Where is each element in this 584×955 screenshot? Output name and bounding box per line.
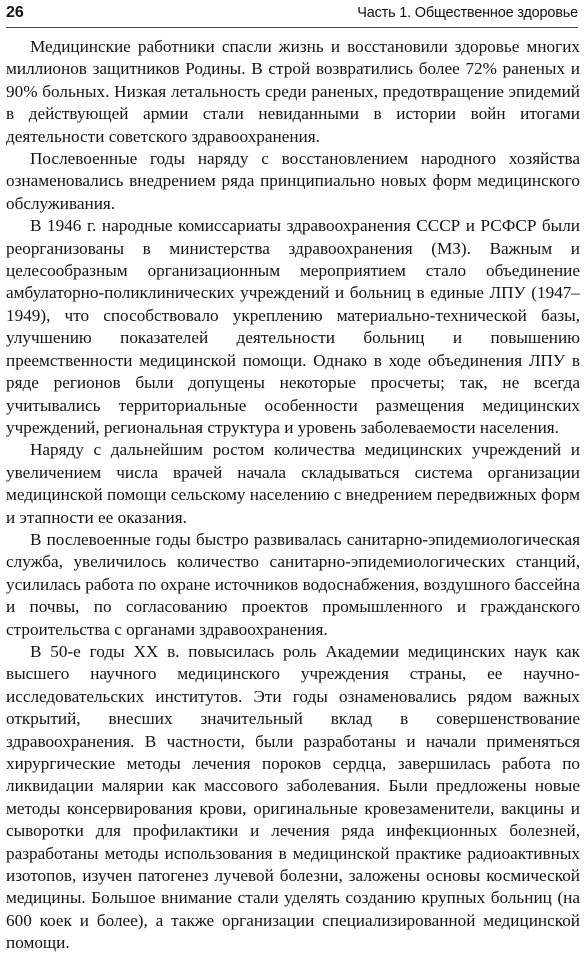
- paragraph: Медицинские работники спасли жизнь и восстановили здоровье многих миллионов защитников Родины. В строй возвратились более 72% раненых и 90% больных. Низкая летальность среди раненых, предотвращение эпидемий в действующей армии стали невиданными в истории войн итогами деятельности советского здравоохранения.: [6, 37, 580, 146]
- page-header: [6, 0, 578, 28]
- paragraph: Послевоенные годы наряду с восстановлением народного хозяйства ознаменовались внедрением ряда принципиально новых форм медицинского обслуживания.: [6, 149, 580, 213]
- main-text: [6, 36, 580, 955]
- running-title: Часть 1. Общественное здоровье: [357, 5, 578, 21]
- paragraph: Наряду с дальнейшим ростом количества медицинских учреждений и увеличением числа врачей начала складываться система организации медицинской помощи сельскому населению с внедрением передвижных форм и этапности ее оказания.: [6, 440, 580, 527]
- paragraph: В 50-е годы XX в. повысилась роль Академии медицинских наук как высшего научного медицинского учреждения страны, ее научно-исследовательских институтов. Эти годы ознаменовались рядом важных открытий, внесших значительный вклад в совершенствование здравоохранения. В частности, были разработаны и начали применяться хирургические методы лечения пороков сердца, завершилась работа по ликвидации малярии как массового заболевания. Были предложены новые методы консервирования крови, оригинальные кровезаменители, вакцины и сыворотки для профилактики и лечения ряда инфекционных болезней, разработаны методы использования в медицинской практике радиоактивных изотопов, изучен патогенез лучевой болезни, заложены основы космической медицины. Большое внимание стали уделять созданию крупных больниц (на 600 коек и более), а также организации специализированной медицинской помощи.: [6, 641, 580, 953]
- paragraph: В послевоенные годы быстро развивалась санитарно-эпидемиологическая служба, увеличилось количество санитарно-эпидемиологических станций, усилилась работа по охране источников водоснабжения, воздушного бассейна и почвы, по согласованию проектов промышленного и гражданского строительства с органами здравоохранения.: [6, 529, 580, 639]
- paragraph: В 1946 г. народные комиссариаты здравоохранения СССР и РСФСР были реорганизованы в министерства здравоохранения (МЗ). Важным и целесообразным организационным мероприятием стало объединение амбулаторно-поликлинических учреждений и больниц в единые ЛПУ (1947–1949), что способствовало укреплению материально-технической базы, улучшению показателей деятельности больниц и повышению преемственности медицинской помощи. Однако в ходе объединения ЛПУ в ряде регионов были допущены некоторые просчеты; так, не всегда учитывались территориальные особенности размещения медицинских учреждений, региональная структура и уровень заболеваемости населения.: [6, 216, 580, 437]
- page-number: 26: [6, 4, 24, 21]
